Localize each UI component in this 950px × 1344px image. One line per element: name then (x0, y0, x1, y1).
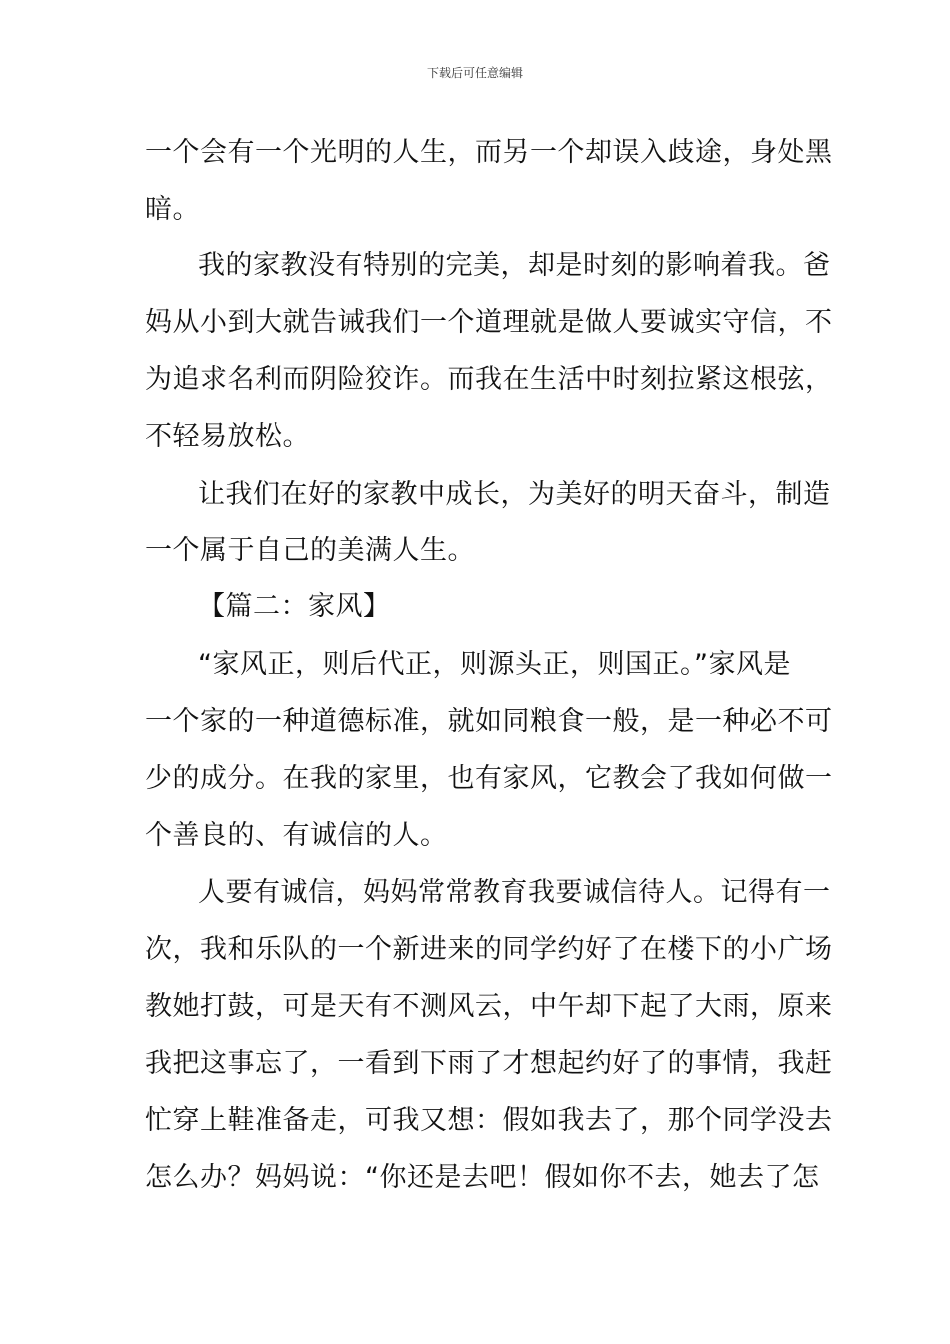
paragraph-first-line: 我的家教没有特别的完美，却是时刻的影响着我。爸 (198, 250, 831, 281)
text-line: 少的成分。在我的家里，也有家风，它教会了我如何做一 (145, 763, 833, 794)
paragraph-first-line: 人要有诚信，妈妈常常教育我要诚信待人。记得有一 (198, 877, 831, 908)
text-line: 一个属于自己的美满人生。 (145, 535, 475, 566)
text-line: 为追求名利而阴险狡诈。而我在生活中时刻拉紧这根弦， (145, 364, 833, 395)
page-header: 下载后可任意编辑 (426, 66, 523, 80)
text-line: 次，我和乐队的一个新进来的同学约好了在楼下的小广场 (145, 934, 833, 965)
text-line: 一个家的一种道德标准，就如同粮食一般，是一种必不可 (145, 706, 833, 737)
paragraph-first-line: “家风正，则后代正，则源头正，则国正。”家风是 (198, 649, 791, 680)
text-line: 暗。 (145, 194, 200, 225)
text-line: 我把这事忘了，一看到下雨了才想起约好了的事情，我赶 (145, 1048, 833, 1079)
paragraph-first-line: 让我们在好的家教中成长，为美好的明天奋斗，制造 (198, 479, 831, 510)
text-line: 妈从小到大就告诫我们一个道理就是做人要诚实守信，不 (145, 307, 833, 338)
section-heading: 【篇二：家风】 (198, 591, 391, 622)
text-line: 不轻易放松。 (145, 421, 310, 452)
text-line: 怎么办？妈妈说：“你还是去吧！假如你不去，她去了怎 (145, 1162, 820, 1193)
text-line: 忙穿上鞋准备走，可我又想：假如我去了，那个同学没去 (145, 1105, 833, 1136)
text-line: 个善良的、有诚信的人。 (145, 820, 448, 851)
text-line: 一个会有一个光明的人生，而另一个却误入歧途，身处黑 (145, 137, 833, 168)
text-line: 教她打鼓，可是天有不测风云，中午却下起了大雨，原来 (145, 991, 833, 1022)
